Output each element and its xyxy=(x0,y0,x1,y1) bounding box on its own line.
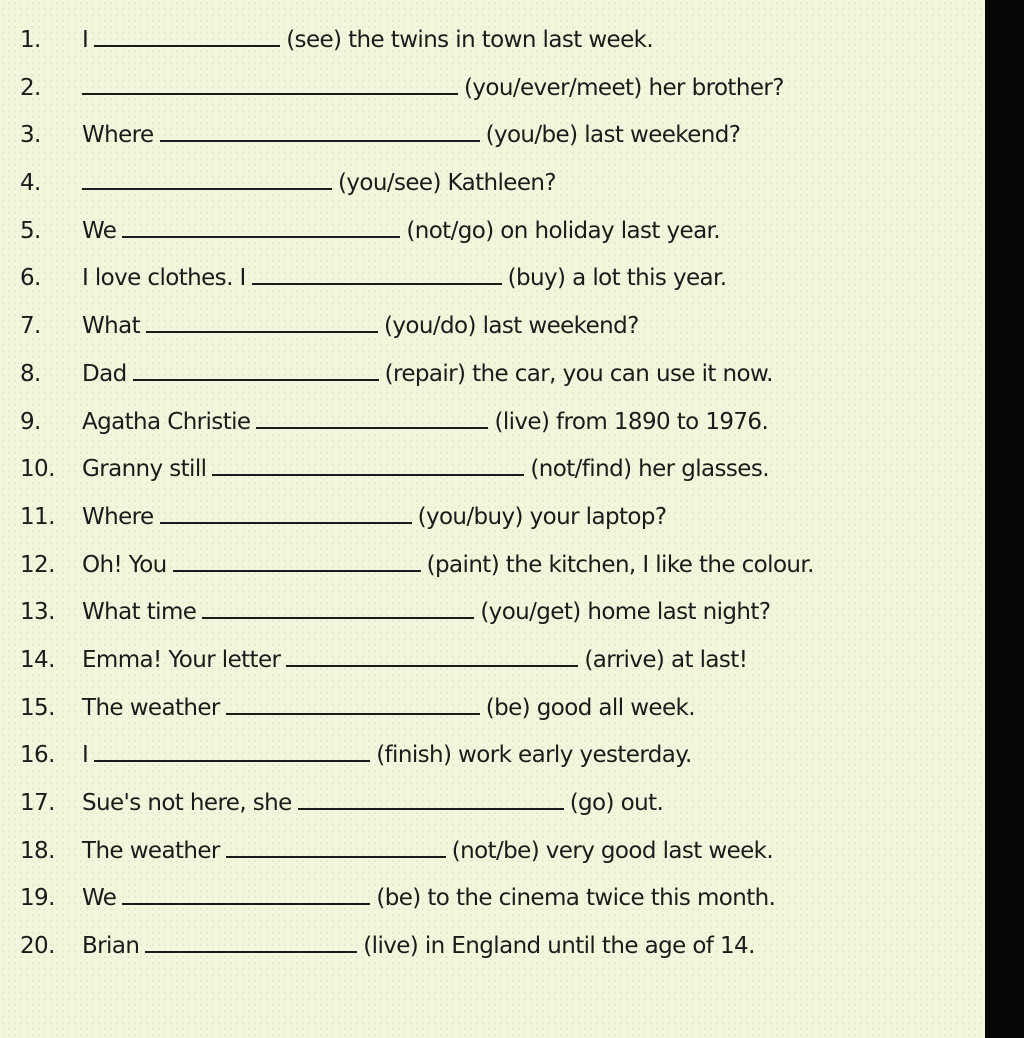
item-text-before: Dad xyxy=(82,360,127,387)
exercise-item xyxy=(20,742,980,790)
exercise-item xyxy=(20,313,980,361)
answer-blank[interactable] xyxy=(94,744,370,762)
answer-blank[interactable] xyxy=(122,887,370,905)
item-number: 18. xyxy=(20,837,55,864)
item-number: 20. xyxy=(20,933,55,960)
item-text-after: (you/be) last weekend? xyxy=(485,122,741,149)
item-text-before: Agatha Christie xyxy=(82,408,251,435)
exercise-item xyxy=(20,599,980,647)
item-text-after: (be) to the cinema twice this month. xyxy=(376,885,776,912)
item-number: 7. xyxy=(20,313,41,340)
item-text-after: (arrive) at last! xyxy=(584,646,748,673)
item-number: 16. xyxy=(20,742,55,769)
item-text-after: (live) from 1890 to 1976. xyxy=(494,408,769,435)
item-number: 15. xyxy=(20,694,55,721)
item-number: 5. xyxy=(20,217,41,244)
item-number: 10. xyxy=(20,456,55,483)
item-text-before: What time xyxy=(82,599,197,626)
item-number: 13. xyxy=(20,599,55,626)
item-text-before: Emma! Your letter xyxy=(82,646,281,673)
exercise-item xyxy=(20,361,980,409)
item-text-after: (you/get) home last night? xyxy=(480,599,771,626)
exercise-item xyxy=(20,75,980,123)
answer-blank[interactable] xyxy=(226,840,446,858)
exercise-item xyxy=(20,456,980,504)
item-number: 19. xyxy=(20,885,55,912)
answer-blank[interactable] xyxy=(160,124,480,142)
exercise-item xyxy=(20,647,980,695)
exercise-item xyxy=(20,838,980,886)
answer-blank[interactable] xyxy=(202,601,474,619)
item-text-after: (not/be) very good last week. xyxy=(451,837,774,864)
item-text-before: Where xyxy=(82,122,154,149)
item-number: 12. xyxy=(20,551,55,578)
answer-blank[interactable] xyxy=(256,411,488,429)
exercise-item xyxy=(20,170,980,218)
item-text-after: (you/ever/meet) her brother? xyxy=(464,74,784,101)
exercise-item xyxy=(20,27,980,75)
right-dark-border xyxy=(985,0,1024,1038)
item-text-after: (you/do) last weekend? xyxy=(384,313,639,340)
item-number: 3. xyxy=(20,122,41,149)
exercise-list xyxy=(20,27,980,981)
item-text-after: (you/see) Kathleen? xyxy=(338,170,556,197)
answer-blank[interactable] xyxy=(146,315,378,333)
answer-blank[interactable] xyxy=(286,649,578,667)
exercise-item xyxy=(20,265,980,313)
exercise-item xyxy=(20,695,980,743)
item-text-before: We xyxy=(82,217,117,244)
item-text-after: (not/go) on holiday last year. xyxy=(406,217,721,244)
item-text-after: (finish) work early yesterday. xyxy=(376,742,692,769)
answer-blank[interactable] xyxy=(145,935,357,953)
answer-blank[interactable] xyxy=(298,792,564,810)
item-text-after: (you/buy) your laptop? xyxy=(417,503,667,530)
answer-blank[interactable] xyxy=(226,697,480,715)
answer-blank[interactable] xyxy=(160,506,412,524)
item-number: 17. xyxy=(20,790,55,816)
item-text-before: I xyxy=(82,742,89,769)
exercise-item xyxy=(20,504,980,552)
item-text-before: I love clothes. I xyxy=(82,265,246,292)
item-text-before: What xyxy=(82,313,141,340)
exercise-item xyxy=(20,790,980,838)
item-number: 9. xyxy=(20,408,41,435)
item-number: 4. xyxy=(20,170,41,197)
item-text-before: I xyxy=(82,27,89,53)
item-text-before: We xyxy=(82,885,117,912)
item-text-after: (paint) the kitchen, I like the colour. xyxy=(426,551,814,578)
exercise-item xyxy=(20,218,980,266)
answer-blank[interactable] xyxy=(173,554,421,572)
item-number: 11. xyxy=(20,503,55,530)
item-text-after: (repair) the car, you can use it now. xyxy=(384,360,773,387)
item-text-before: Where xyxy=(82,503,154,530)
item-text-before: Brian xyxy=(82,933,140,960)
item-number: 8. xyxy=(20,360,41,387)
answer-blank[interactable] xyxy=(82,172,332,190)
exercise-item xyxy=(20,885,980,933)
answer-blank[interactable] xyxy=(133,363,379,381)
item-text-before: Sue's not here, she xyxy=(82,790,292,816)
exercise-item xyxy=(20,122,980,170)
item-number: 6. xyxy=(20,265,41,292)
item-number: 14. xyxy=(20,646,55,673)
item-text-before: The weather xyxy=(82,837,220,864)
exercise-item xyxy=(20,409,980,457)
answer-blank[interactable] xyxy=(252,267,502,285)
item-text-after: (buy) a lot this year. xyxy=(507,265,727,292)
item-text-before: The weather xyxy=(82,694,220,721)
item-text-before: Oh! You xyxy=(82,551,167,578)
item-text-after: (live) in England until the age of 14. xyxy=(363,933,755,960)
answer-blank[interactable] xyxy=(122,220,400,238)
answer-blank[interactable] xyxy=(212,458,524,476)
item-text-after: (see) the twins in town last week. xyxy=(286,27,654,53)
item-text-after: (be) good all week. xyxy=(485,694,695,721)
item-number: 1. xyxy=(20,27,41,53)
exercise-item xyxy=(20,552,980,600)
item-number: 2. xyxy=(20,74,41,101)
answer-blank[interactable] xyxy=(94,29,280,47)
item-text-before: Granny still xyxy=(82,456,207,483)
item-text-after: (go) out. xyxy=(569,790,664,816)
item-text-after: (not/find) her glasses. xyxy=(530,456,769,483)
exercise-item xyxy=(20,933,980,981)
answer-blank[interactable] xyxy=(82,77,458,95)
